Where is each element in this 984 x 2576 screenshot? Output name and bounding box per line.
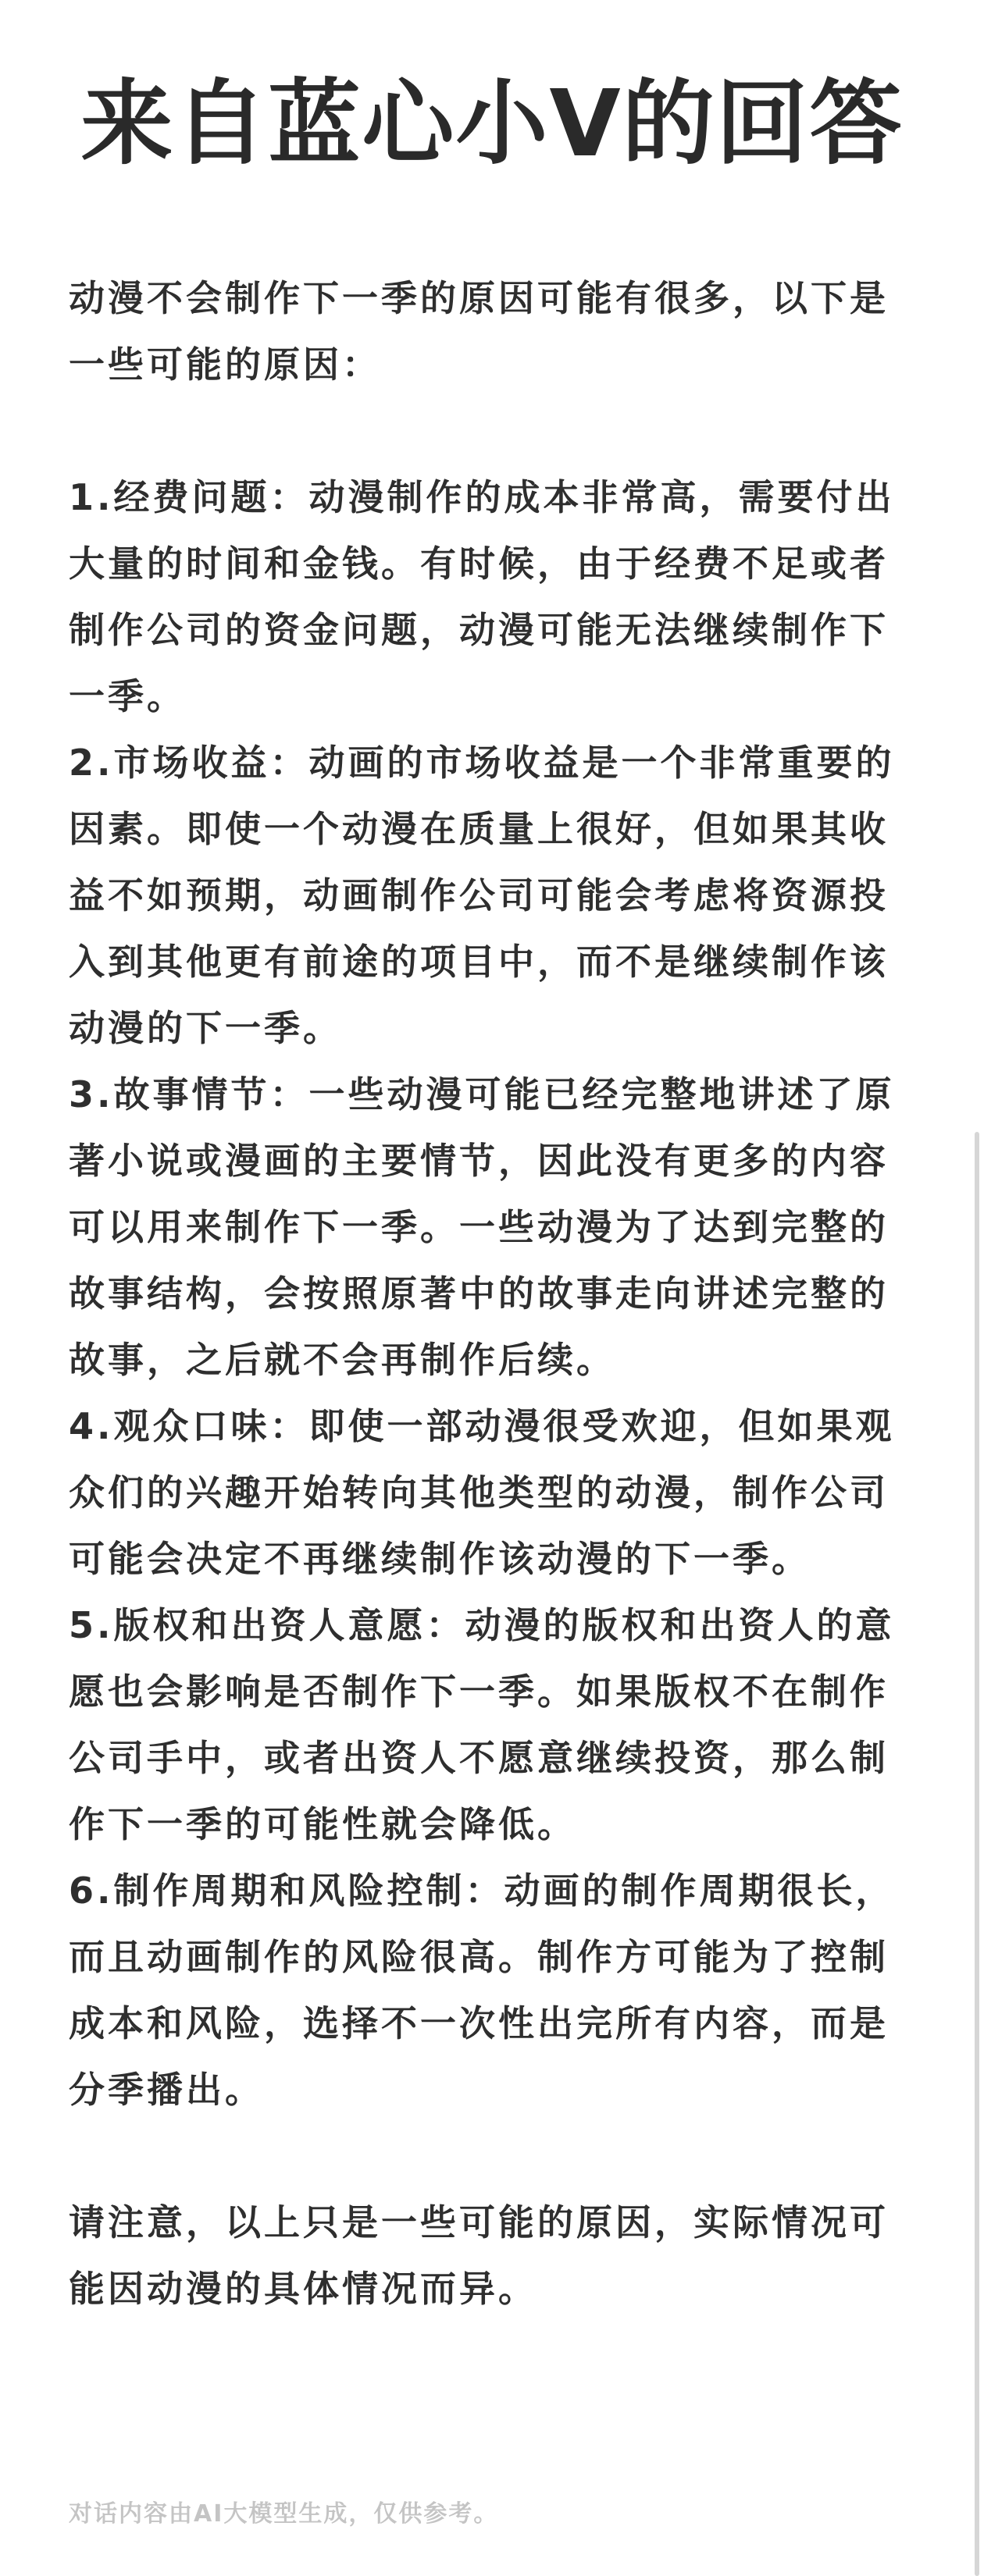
- spacer: [69, 398, 912, 464]
- item-separator: ：: [465, 1870, 504, 1912]
- item-text: 动漫的版权和出资人的意愿也会影响是否制作下一季。如果版权不在制作公司手中，或者出资人不愿意继续投资，那么制作下一季的可能性就会降低。: [69, 1604, 895, 1845]
- item-title: 经费问题: [113, 476, 270, 518]
- spacer: [69, 2123, 912, 2190]
- item-title: 观众口味: [113, 1405, 270, 1447]
- item-separator: ：: [269, 1405, 309, 1447]
- item-separator: ：: [269, 476, 309, 518]
- item-separator: ：: [426, 1604, 465, 1646]
- item-text: 一些动漫可能已经完整地讲述了原著小说或漫画的主要情节，因此没有更多的内容可以用来制作下一季。一些动漫为了达到完整的故事结构，会按照原著中的故事走向讲述完整的故事，之后就不会再制作后续。: [69, 1073, 895, 1381]
- intro-paragraph: 动漫不会制作下一季的原因可能有很多，以下是一些可能的原因：: [69, 277, 889, 386]
- item-title: 版权和出资人意愿: [113, 1604, 426, 1646]
- list-item: [69, 1062, 912, 1393]
- item-title: 故事情节: [113, 1073, 270, 1115]
- list-item: [69, 1393, 912, 1592]
- ai-disclaimer: 对话内容由AI大模型生成，仅供参考。: [69, 2500, 499, 2528]
- list-item: [69, 1592, 912, 1858]
- note-paragraph: 请注意，以上只是一些可能的原因，实际情况可能因动漫的具体情况而异。: [69, 2201, 889, 2310]
- item-text: 动画的市场收益是一个非常重要的因素。即使一个动漫在质量上很好，但如果其收益不如预期，动画制作公司可能会考虑将资源投入到其他更有前途的项目中，而不是继续制作该动漫的下一季。: [69, 742, 895, 1049]
- item-text: 即使一部动漫很受欢迎，但如果观众们的兴趣开始转向其他类型的动漫，制作公司可能会决定不再继续制作该动漫的下一季。: [69, 1405, 895, 1580]
- item-number: 5.: [69, 1604, 114, 1646]
- list-item: [69, 730, 912, 1062]
- item-number: 4.: [69, 1405, 114, 1447]
- item-title: 制作周期和风险控制: [113, 1870, 465, 1912]
- answer-body: [69, 265, 912, 2322]
- list-item: [69, 464, 912, 730]
- page-title: 来自蓝心小V的回答: [80, 69, 904, 177]
- item-number: 2.: [69, 742, 114, 784]
- list-item: [69, 1858, 912, 2123]
- item-separator: ：: [269, 742, 309, 784]
- item-title: 市场收益: [113, 742, 270, 784]
- item-separator: ：: [269, 1073, 309, 1115]
- item-text: 动漫制作的成本非常高，需要付出大量的时间和金钱。有时候，由于经费不足或者制作公司的资金问题，动漫可能无法继续制作下一季。: [69, 476, 895, 717]
- item-number: 6.: [69, 1870, 114, 1912]
- scrollbar[interactable]: [975, 1132, 979, 2576]
- item-number: 3.: [69, 1073, 114, 1115]
- item-number: 1.: [69, 476, 114, 518]
- item-text: 动画的制作周期很长，而且动画制作的风险很高。制作方可能为了控制成本和风险，选择不一次性出完所有内容，而是分季播出。: [69, 1870, 895, 2111]
